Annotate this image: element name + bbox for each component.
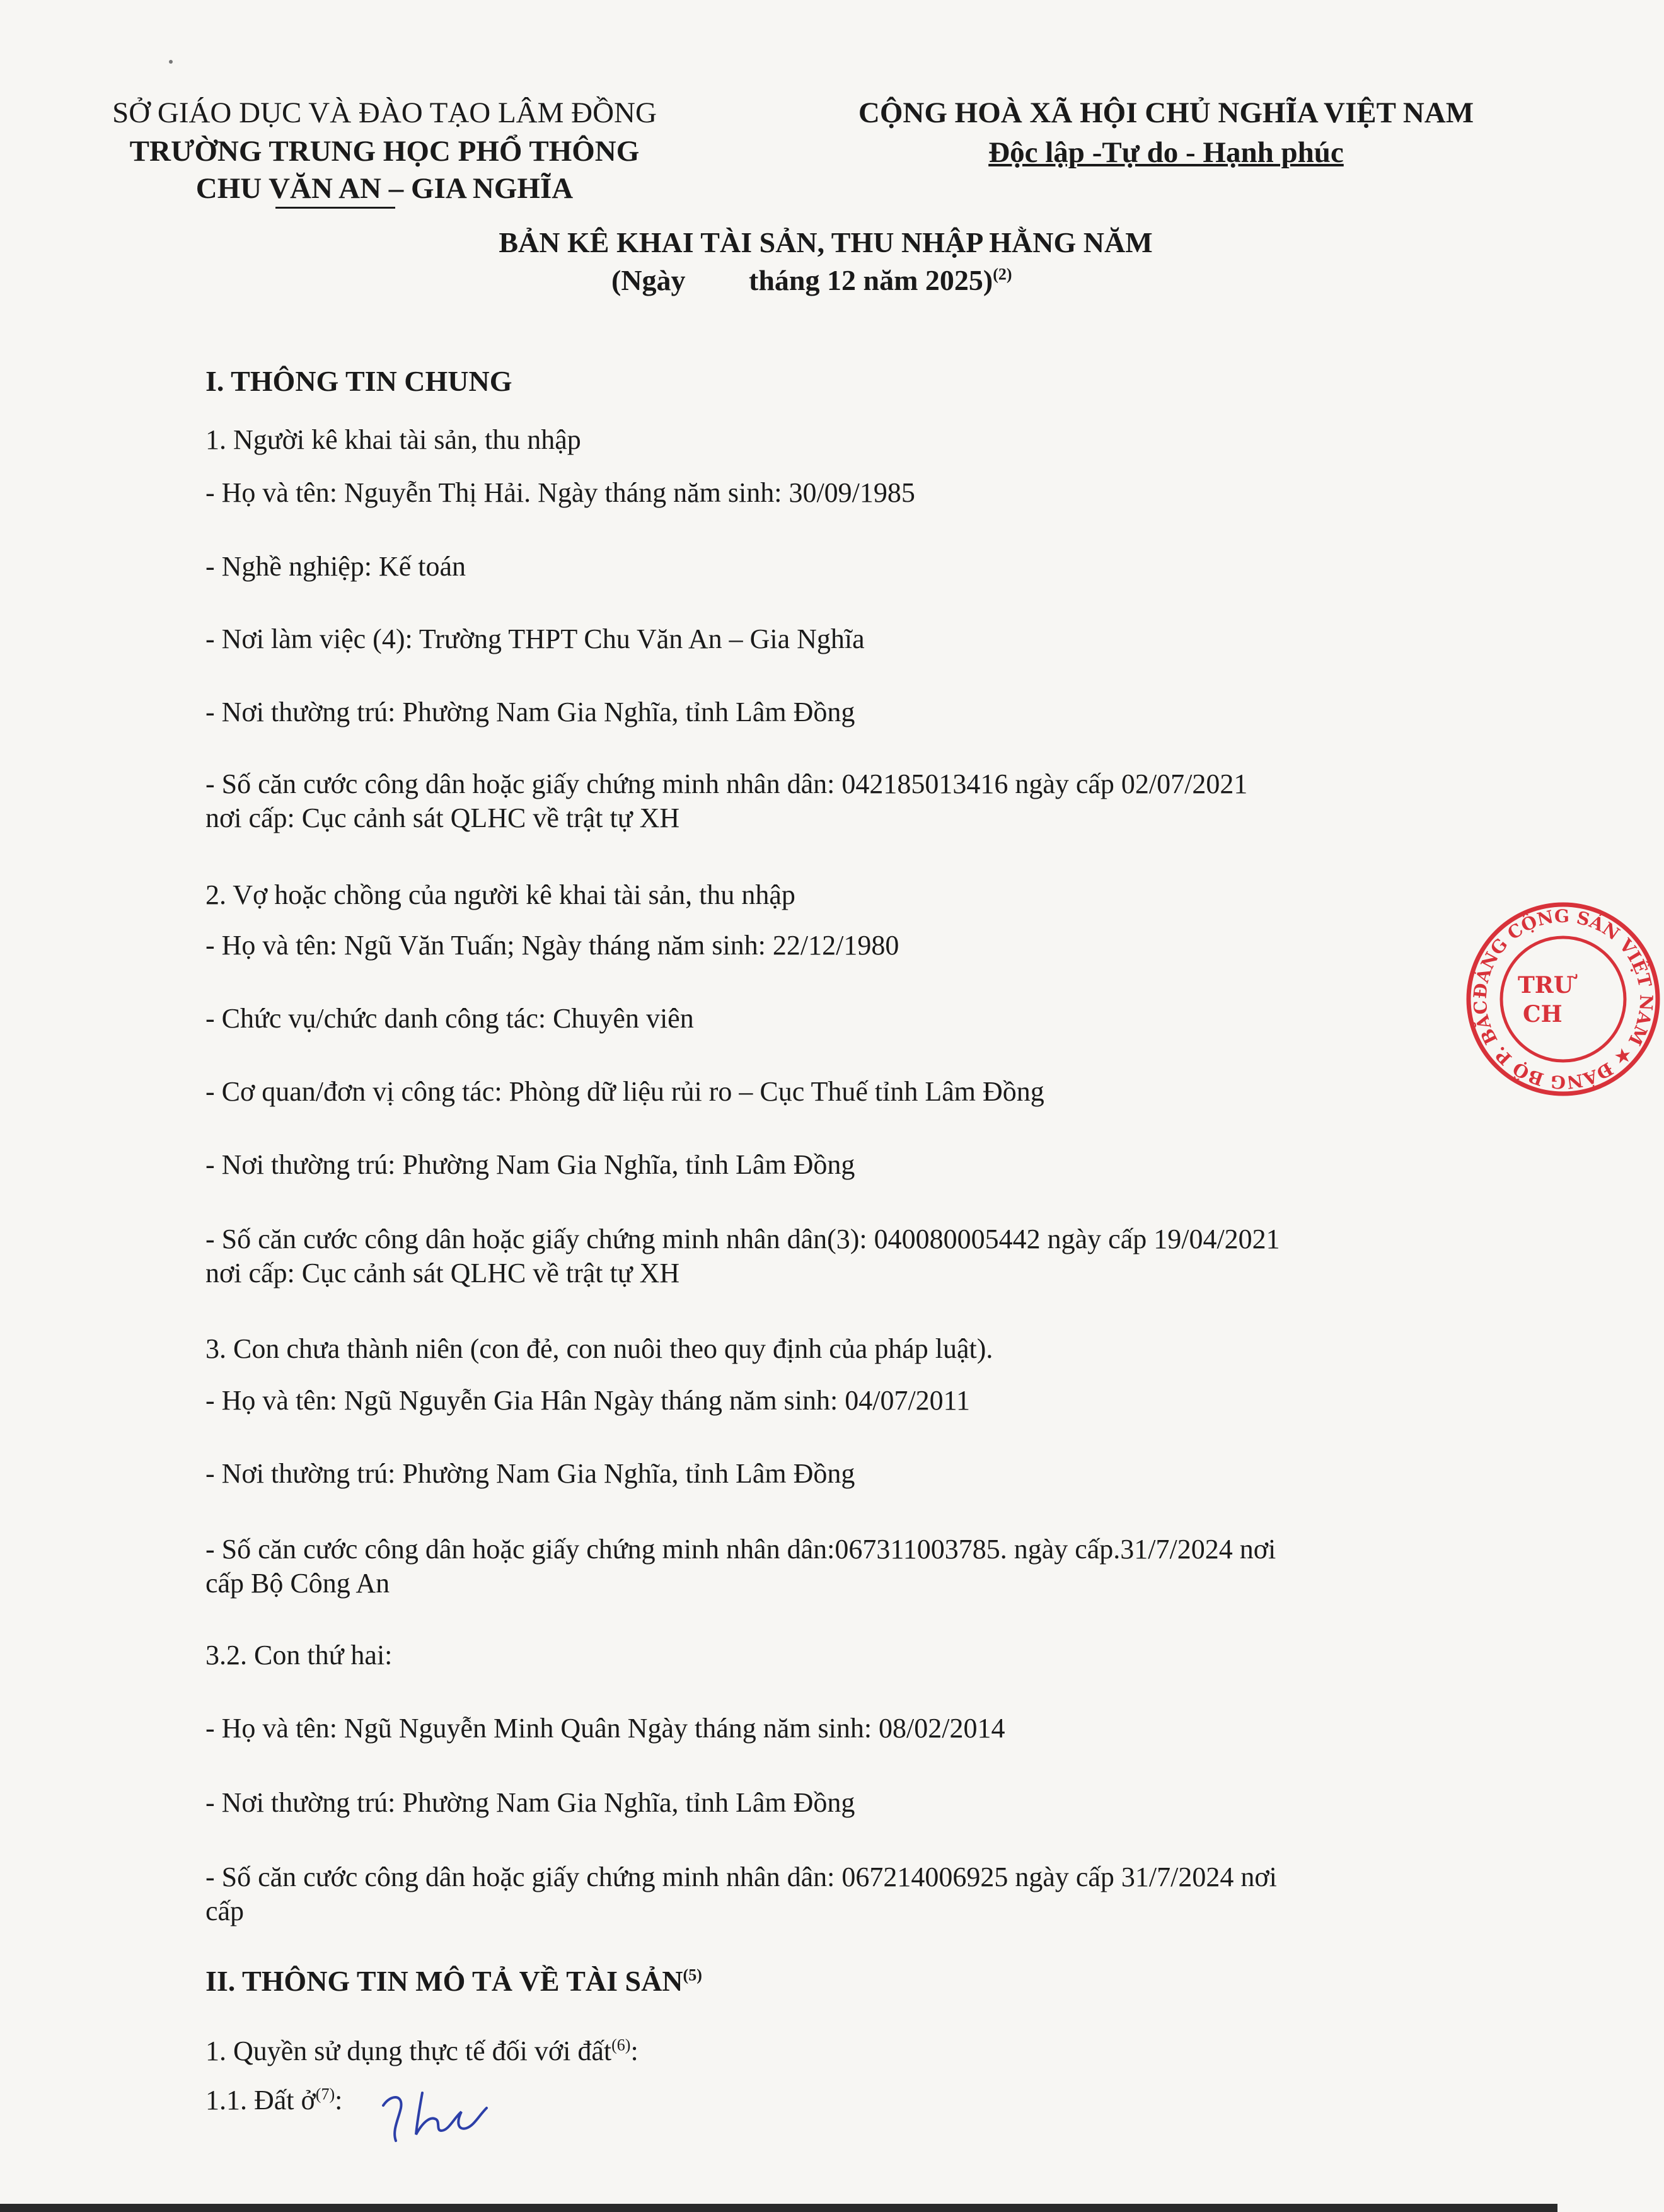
header-left-rule — [275, 207, 395, 209]
header-department: SỞ GIÁO DỤC VÀ ĐÀO TẠO LÂM ĐỒNG — [112, 96, 657, 129]
residential-land-colon: : — [335, 2085, 343, 2116]
land-rights-colon: : — [630, 2035, 638, 2066]
land-rights-text: 1. Quyền sử dụng thực tế đối với đất — [205, 2035, 612, 2066]
declarant-residence: - Nơi thường trú: Phường Nam Gia Nghĩa, tỉnh Lâm Đồng — [205, 697, 855, 727]
section2-heading-text: II. THÔNG TIN MÔ TẢ VỀ TÀI SẢN — [205, 1965, 683, 1997]
document-title: BẢN KÊ KHAI TÀI SẢN, THU NHẬP HẰNG NĂM — [499, 226, 1153, 258]
spouse-id-line1: - Số căn cước công dân hoặc giấy chứng minh nhân dân(3): 040080005442 ngày cấp 19/04/2021 — [205, 1224, 1280, 1254]
residential-land-title — [205, 2084, 342, 2116]
residential-land-footnote: (7) — [315, 2085, 335, 2104]
spouse-residence: - Nơi thường trú: Phường Nam Gia Nghĩa, tỉnh Lâm Đồng — [205, 1149, 855, 1180]
handwritten-mark — [378, 2080, 504, 2150]
header-motto: Độc lập -Tự do - Hạnh phúc — [988, 136, 1344, 169]
child1-id-line2: cấp Bộ Công An — [205, 1568, 390, 1599]
spouse-id-line2: nơi cấp: Cục cảnh sát QLHC về trật tự XH — [205, 1258, 680, 1288]
land-rights-title — [205, 2035, 638, 2067]
residential-land-text: 1.1. Đất ở — [205, 2085, 316, 2116]
section2-footnote: (5) — [683, 1966, 702, 1984]
header-school-line1: TRƯỜNG TRUNG HỌC PHỔ THÔNG — [129, 135, 640, 168]
header-republic: CỘNG HOÀ XÃ HỘI CHỦ NGHĨA VIỆT NAM — [858, 96, 1474, 129]
declarant-id-line2: nơi cấp: Cục cảnh sát QLHC về trật tự XH — [205, 802, 680, 833]
child1-residence: - Nơi thường trú: Phường Nam Gia Nghĩa, tỉnh Lâm Đồng — [205, 1458, 855, 1489]
child2-name: - Họ và tên: Ngũ Nguyễn Minh Quân Ngày tháng năm sinh: 08/02/2014 — [205, 1713, 1005, 1744]
declarant-workplace: - Nơi làm việc (4): Trường THPT Chu Văn An – Gia Nghĩa — [205, 623, 865, 654]
section1-heading: I. THÔNG TIN CHUNG — [205, 365, 512, 397]
header-school-line2: CHU VĂN AN – GIA NGHĨA — [195, 172, 574, 205]
stamp-ring-text: ĐẢNG CỘNG SẢN VIỆT NAM ★ ĐẢNG BỘ P. BẮC — [1469, 905, 1657, 1093]
spouse-agency: - Cơ quan/đơn vị công tác: Phòng dữ liệu rủi ro – Cục Thuế tỉnh Lâm Đồng — [205, 1076, 1044, 1107]
title-date — [749, 263, 1012, 297]
spouse-name: - Họ và tên: Ngũ Văn Tuấn; Ngày tháng năm sinh: 22/12/1980 — [205, 930, 899, 961]
section2-heading — [205, 1964, 702, 1998]
party-seal-stamp — [1462, 898, 1664, 1100]
child2-title: 3.2. Con thứ hai: — [205, 1640, 393, 1671]
declarant-id-line1: - Số căn cước công dân hoặc giấy chứng minh nhân dân: 042185013416 ngày cấp 02/07/2021 — [205, 768, 1248, 799]
child2-id-line1: - Số căn cước công dân hoặc giấy chứng minh nhân dân: 067214006925 ngày cấp 31/7/2024 nơi — [205, 1862, 1277, 1892]
title-date-open: (Ngày — [611, 264, 686, 296]
stamp-inner-line1: TRƯ — [1518, 972, 1574, 999]
child1-name: - Họ và tên: Ngũ Nguyễn Gia Hân Ngày tháng năm sinh: 04/07/2011 — [205, 1385, 971, 1416]
declarant-job: - Nghề nghiệp: Kế toán — [205, 551, 466, 582]
spouse-position: - Chức vụ/chức danh công tác: Chuyên viên — [205, 1003, 694, 1034]
declarant-title: 1. Người kê khai tài sản, thu nhập — [205, 424, 581, 455]
child2-id-line2: cấp — [205, 1896, 245, 1926]
title-date-footnote: (2) — [993, 265, 1012, 284]
scan-edge — [0, 2204, 1557, 2212]
child-section-title: 3. Con chưa thành niên (con đẻ, con nuôi theo quy định của pháp luật). — [205, 1333, 993, 1364]
declarant-name: - Họ và tên: Nguyễn Thị Hải. Ngày tháng năm sinh: 30/09/1985 — [205, 477, 915, 508]
child2-residence: - Nơi thường trú: Phường Nam Gia Nghĩa, tỉnh Lâm Đồng — [205, 1787, 855, 1818]
title-date-text: tháng 12 năm 2025) — [749, 264, 993, 296]
land-rights-footnote: (6) — [611, 2035, 631, 2054]
child1-id-line1: - Số căn cước công dân hoặc giấy chứng minh nhân dân:067311003785. ngày cấp.31/7/2024 nơi — [205, 1534, 1276, 1565]
scan-speck — [169, 60, 173, 64]
stamp-inner-line2: CH — [1523, 1001, 1563, 1028]
spouse-title: 2. Vợ hoặc chồng của người kê khai tài sản, thu nhập — [205, 879, 795, 910]
